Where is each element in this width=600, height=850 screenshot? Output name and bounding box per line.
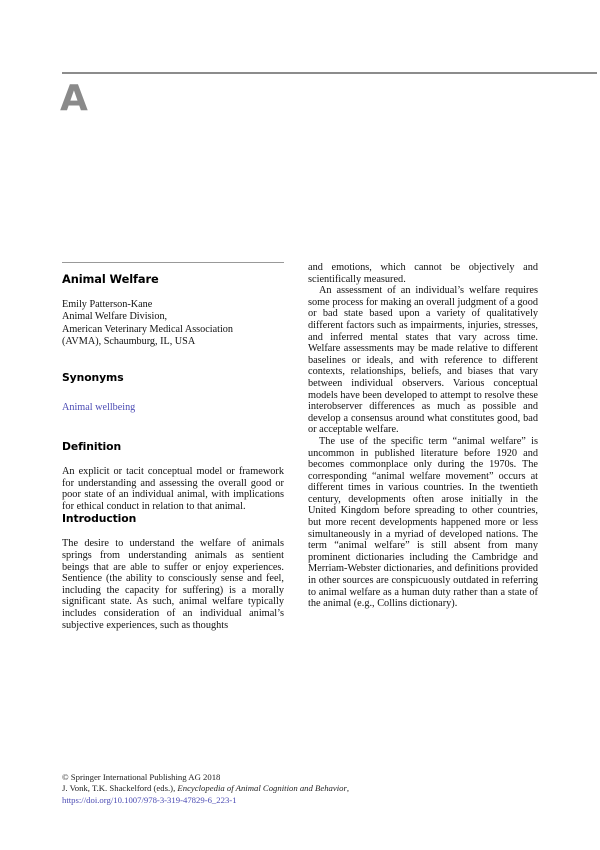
footer-citation-block xyxy=(62,772,532,806)
entry-title-rule xyxy=(62,262,284,263)
heading-synonyms: Synonyms xyxy=(62,370,124,384)
affiliation-line-3: (AVMA), Schaumburg, IL, USA xyxy=(62,336,196,348)
affiliation-line-1: Animal Welfare Division, xyxy=(62,311,168,323)
introduction-continuation-paragraph: and emotions, which cannot be objectively and scientifically measured. xyxy=(308,262,538,285)
left-column xyxy=(62,262,284,631)
author-affiliation-block xyxy=(62,299,284,349)
section-letter-rule xyxy=(62,72,597,74)
affiliation-line-2: American Veterinary Medical Association xyxy=(62,323,233,335)
author-name: Emily Patterson-Kane xyxy=(62,299,153,310)
section-letter-header: A xyxy=(60,78,88,119)
citation-book-title: Encyclopedia of Animal Cognition and Behavior xyxy=(177,783,347,794)
right-column xyxy=(308,262,538,610)
citation-editors: J. Vonk, T.K. Shackelford (eds.), xyxy=(62,783,176,794)
synonym-link-animal-wellbeing[interactable]: Animal wellbeing xyxy=(62,401,136,413)
doi-link[interactable]: https://doi.org/10.1007/978-3-319-47829-6_223-1 xyxy=(62,794,237,805)
definition-paragraph: An explicit or tacit conceptual model or framework for understanding and assessing the overall good or poor state of an individual animal, with implications for ethical conduct in relation to that animal. xyxy=(62,466,284,512)
copyright-text: Springer International Publishing AG 2018 xyxy=(70,772,221,782)
heading-introduction: Introduction xyxy=(62,512,137,526)
citation-comma: , xyxy=(346,783,350,794)
citation-line xyxy=(62,783,532,794)
terminology-paragraph: The use of the specific term “animal welfare” is uncommon in published literature before 1920 and becomes commonplace only during the 1970s. The corresponding “animal welfare movement” occurs at different times in various countries. In the twentieth century, developments often arose initially in the United Kingdom before spreading to other countries, but more recent developments happened more or less simultaneously in a myriad of developed nations. The term “animal welfare” is still absent from many prominent dictionaries including the Cambridge and Merriam-Webster dictionaries, and definitions provided in other sources are conspicuously outdated in referring to animal welfare as a human duty rather than a state of the animal (e.g., Collins dictionary). xyxy=(308,435,538,610)
assessment-paragraph: An assessment of an individual’s welfare requires some process for making an overall judgment of a good or bad state based upon a variety of qualitatively different factors such as impairments, injuries, stresses, and inferred mental states that vary across time. Welfare assessments may be made relative to different baselines or ideals, and with reference to different contexts, relationships, beliefs, and biases that vary between individual observers. Various conceptual models have been developed to attempt to resolve these interobserver differences as much as possible and develop a consensus around what constitutes good, bad or acceptable welfare. xyxy=(308,285,538,436)
copyright-line xyxy=(62,772,532,783)
copyright-icon: © xyxy=(62,772,69,782)
doi-line xyxy=(62,795,532,806)
heading-definition: Definition xyxy=(62,440,122,454)
entry-title: Animal Welfare xyxy=(62,272,159,286)
introduction-paragraph: The desire to understand the welfare of animals springs from understanding animals as sentient beings that are able to suffer or enjoy experiences. Sentience (the ability to consciously sense and feel, including the capacity for suffering) is a morally significant state. As such, animal welfare typically includes consideration of an individual animal’s subjective experiences, such as thoughts xyxy=(62,538,284,631)
